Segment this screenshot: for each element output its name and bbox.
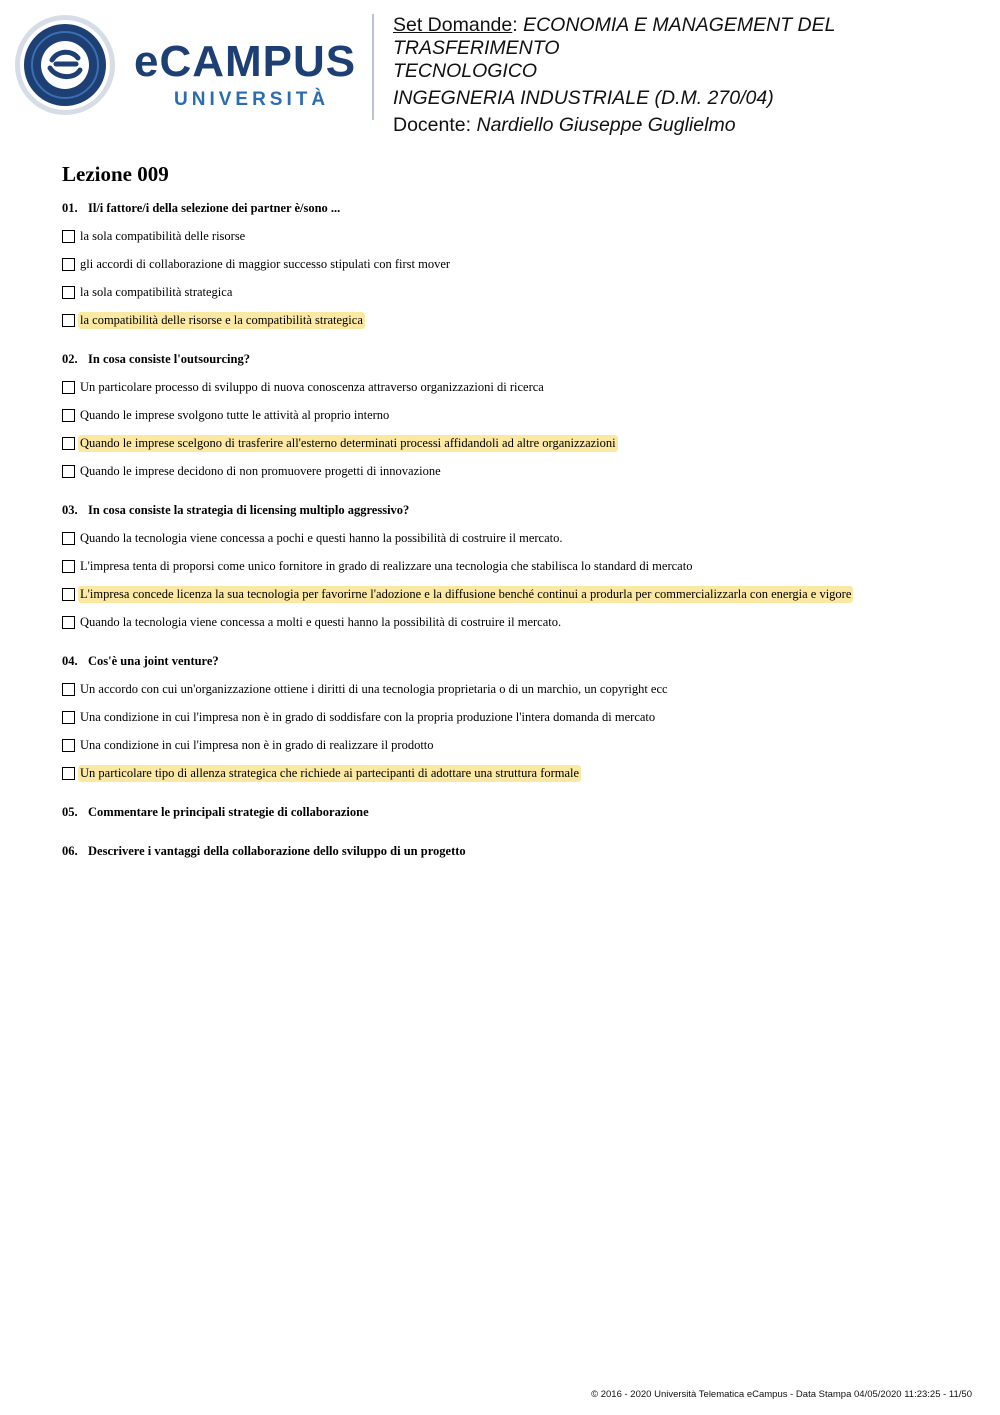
lesson-title: Lezione 009 xyxy=(62,162,169,186)
question-spacer xyxy=(62,787,972,800)
answer-text: Quando la tecnologia viene concessa a pochi e questi hanno la possibilità di costruire il mercato. xyxy=(80,530,563,545)
question-spacer xyxy=(62,485,972,498)
answer-text: la sola compatibilità delle risorse xyxy=(80,228,246,243)
answer-option[interactable] xyxy=(62,373,972,401)
question-text: In cosa consiste la strategia di licensing multiplo aggressivo? xyxy=(88,503,410,517)
answer-option[interactable] xyxy=(62,731,972,759)
question-block xyxy=(62,349,972,498)
set-label: Set Domande xyxy=(393,14,513,36)
teacher-line xyxy=(393,114,993,137)
checkbox[interactable] xyxy=(62,258,75,271)
answer-option[interactable] xyxy=(62,552,972,580)
answer-text: la compatibilità delle risorse e la compatibilità strategica xyxy=(80,312,363,327)
question-number: 03. xyxy=(62,503,78,517)
question-block xyxy=(62,651,972,800)
question-spacer xyxy=(62,865,972,878)
answer-text: Una condizione in cui l'impresa non è in grado di soddisfare con la propria produzione l'intera domanda di mercato xyxy=(80,709,656,724)
checkbox[interactable] xyxy=(62,683,75,696)
answer-text: Quando le imprese decidono di non promuovere progetti di innovazione xyxy=(80,463,441,478)
questions-list xyxy=(62,196,972,878)
answer-option[interactable] xyxy=(62,524,972,552)
ecampus-seal-icon xyxy=(14,14,116,116)
course-title-line-2 xyxy=(393,60,993,83)
checkbox[interactable] xyxy=(62,739,75,752)
answer-text: la sola compatibilità strategica xyxy=(80,284,233,299)
answer-option-highlighted[interactable] xyxy=(62,429,972,457)
question-title xyxy=(62,198,972,218)
course-name-part2: TECNOLOGICO xyxy=(393,60,538,82)
answer-option[interactable] xyxy=(62,222,972,250)
checkbox[interactable] xyxy=(62,437,75,450)
answer-option[interactable] xyxy=(62,278,972,306)
checkbox[interactable] xyxy=(62,767,75,780)
question-title xyxy=(62,349,972,369)
answer-text: Un accordo con cui un'organizzazione ottiene i diritti di una tecnologia proprietaria o di un marchio, un copyright ecc xyxy=(80,681,668,696)
answer-option[interactable] xyxy=(62,608,972,636)
course-name-part1: ECONOMIA E MANAGEMENT DEL TRASFERIMENTO xyxy=(393,14,836,59)
checkbox[interactable] xyxy=(62,465,75,478)
answer-option-highlighted[interactable] xyxy=(62,306,972,334)
checkbox[interactable] xyxy=(62,381,75,394)
checkbox[interactable] xyxy=(62,711,75,724)
answer-option[interactable] xyxy=(62,250,972,278)
question-text: In cosa consiste l'outsourcing? xyxy=(88,352,250,366)
checkbox[interactable] xyxy=(62,560,75,573)
question-block xyxy=(62,198,972,347)
document-header xyxy=(393,14,993,137)
checkbox[interactable] xyxy=(62,532,75,545)
answer-text: Una condizione in cui l'impresa non è in grado di realizzare il prodotto xyxy=(80,737,434,752)
question-spacer xyxy=(62,826,972,839)
logo-wordmark: eCAMPUS xyxy=(134,37,357,86)
question-text: Descrivere i vantaggi della collaborazione dello sviluppo di un progetto xyxy=(88,844,466,858)
checkbox[interactable] xyxy=(62,409,75,422)
degree-name: INGEGNERIA INDUSTRIALE (D.M. 270/04) xyxy=(393,87,774,109)
question-text: Cos'è una joint venture? xyxy=(88,654,219,668)
answer-option[interactable] xyxy=(62,457,972,485)
ecampus-logo xyxy=(14,14,359,118)
checkbox[interactable] xyxy=(62,230,75,243)
checkbox[interactable] xyxy=(62,286,75,299)
teacher-label: Docente: xyxy=(393,114,472,136)
question-text: Il/i fattore/i della selezione dei partner è/sono ... xyxy=(88,201,341,215)
course-title-line: Set Domande: ECONOMIA E MANAGEMENT DEL TRASFERIMENTO xyxy=(393,14,836,59)
question-number: 05. xyxy=(62,805,78,819)
question-block xyxy=(62,802,972,839)
answer-text: Un particolare processo di sviluppo di nuova conoscenza attraverso organizzazioni di ricerca xyxy=(80,379,544,394)
header-divider xyxy=(372,14,374,120)
checkbox[interactable] xyxy=(62,616,75,629)
question-title xyxy=(62,802,972,822)
answer-option[interactable] xyxy=(62,703,972,731)
question-title xyxy=(62,651,972,671)
question-number: 02. xyxy=(62,352,78,366)
answer-option[interactable] xyxy=(62,675,972,703)
question-spacer xyxy=(62,334,972,347)
answer-text: Quando la tecnologia viene concessa a molti e questi hanno la possibilità di costruire il mercato. xyxy=(80,614,562,629)
answer-text: gli accordi di collaborazione di maggior successo stipulati con first mover xyxy=(80,256,451,271)
question-number: 06. xyxy=(62,844,78,858)
teacher-name: Nardiello Giuseppe Guglielmo xyxy=(476,114,736,136)
question-text: Commentare le principali strategie di collaborazione xyxy=(88,805,369,819)
checkbox[interactable] xyxy=(62,588,75,601)
question-number: 04. xyxy=(62,654,78,668)
answer-option-highlighted[interactable] xyxy=(62,580,972,608)
question-block xyxy=(62,841,972,878)
question-block xyxy=(62,500,972,649)
question-spacer xyxy=(62,636,972,649)
question-title xyxy=(62,500,972,520)
question-number: 01. xyxy=(62,201,78,215)
answer-text: L'impresa tenta di proporsi come unico fornitore in grado di realizzare una tecnologia che stabilisca lo standard di mercato xyxy=(80,558,693,573)
footer-print-info: © 2016 - 2020 Università Telematica eCampus - Data Stampa 04/05/2020 11:23:25 - 11/50 xyxy=(591,1389,972,1400)
answer-text: Un particolare tipo di allenza strategica che richiede ai partecipanti di adottare una struttura formale xyxy=(80,765,580,780)
question-title xyxy=(62,841,972,861)
degree-line xyxy=(393,87,993,110)
logo-subtitle: UNIVERSITÀ xyxy=(174,89,330,110)
answer-option[interactable] xyxy=(62,401,972,429)
checkbox[interactable] xyxy=(62,314,75,327)
answer-text: Quando le imprese scelgono di trasferire all'esterno determinati processi affidandoli ad altre organizzazioni xyxy=(80,435,616,450)
answer-text: L'impresa concede licenza la sua tecnologia per favorirne l'adozione e la diffusione benché continui a produrla per commercializzarla con energia e vigore xyxy=(80,586,852,601)
answer-text: Quando le imprese svolgono tutte le attività al proprio interno xyxy=(80,407,390,422)
answer-option-highlighted[interactable] xyxy=(62,759,972,787)
